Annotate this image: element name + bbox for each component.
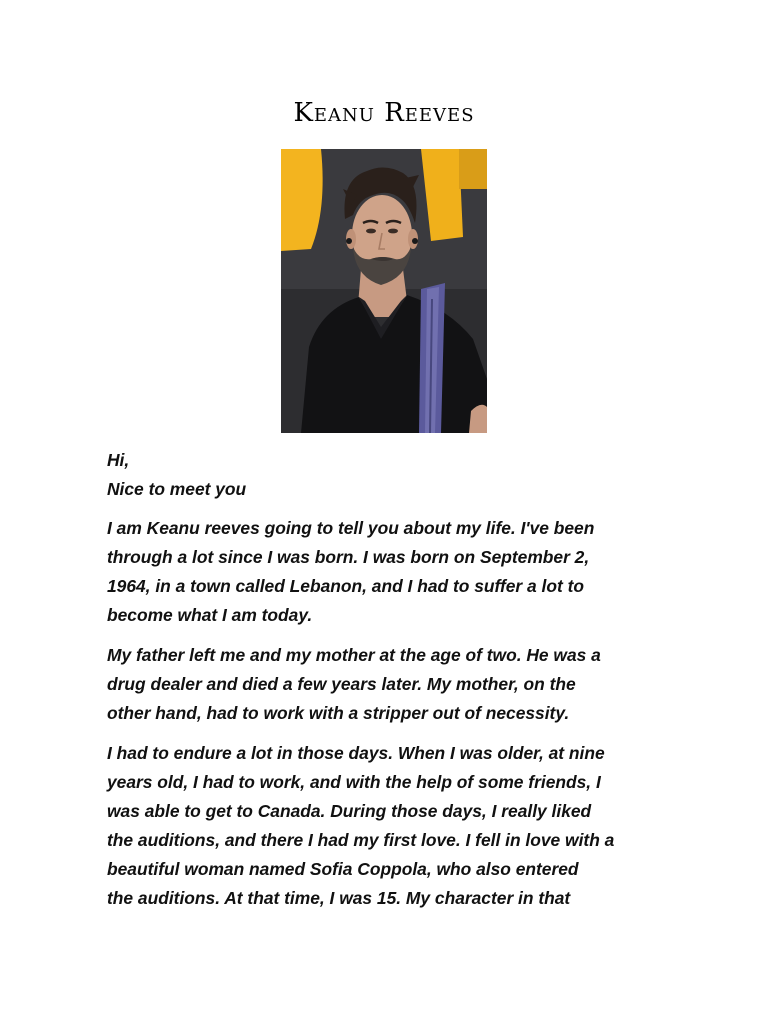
paragraph-line: I am Keanu reeves going to tell you about my life. I've been — [107, 518, 595, 538]
greeting — [107, 446, 667, 504]
greeting-line: Nice to meet you — [107, 479, 247, 499]
portrait-illustration — [281, 149, 487, 433]
paragraph-line: become what I am today. — [107, 605, 313, 625]
paragraph-line: beautiful woman named Sofia Coppola, who also entered — [107, 859, 579, 879]
portrait-photo — [281, 149, 487, 433]
letter-body — [107, 446, 667, 924]
paragraph-line: drug dealer and died a few years later. My mother, on the — [107, 674, 576, 694]
paragraph-youth — [107, 739, 667, 913]
greeting-line: Hi, — [107, 450, 130, 470]
paragraph-line: I had to endure a lot in those days. When I was older, at nine — [107, 743, 605, 763]
paragraph-line: the auditions, and there I had my first love. I fell in love with a — [107, 830, 615, 850]
page-title: Keanu Reeves — [293, 98, 475, 128]
paragraph-line: the auditions. At that time, I was 15. My character in that — [107, 888, 571, 908]
paragraph-line: years old, I had to work, and with the help of some friends, I — [107, 772, 601, 792]
paragraph-birth — [107, 514, 667, 630]
paragraph-line: 1964, in a town called Lebanon, and I had to suffer a lot to — [107, 576, 585, 596]
paragraph-line: My father left me and my mother at the age of two. He was a — [107, 645, 601, 665]
paragraph-line: other hand, had to work with a stripper out of necessity. — [107, 703, 570, 723]
paragraph-line: through a lot since I was born. I was born on September 2, — [107, 547, 590, 567]
paragraph-line: was able to get to Canada. During those days, I really liked — [107, 801, 592, 821]
paragraph-family — [107, 641, 667, 728]
